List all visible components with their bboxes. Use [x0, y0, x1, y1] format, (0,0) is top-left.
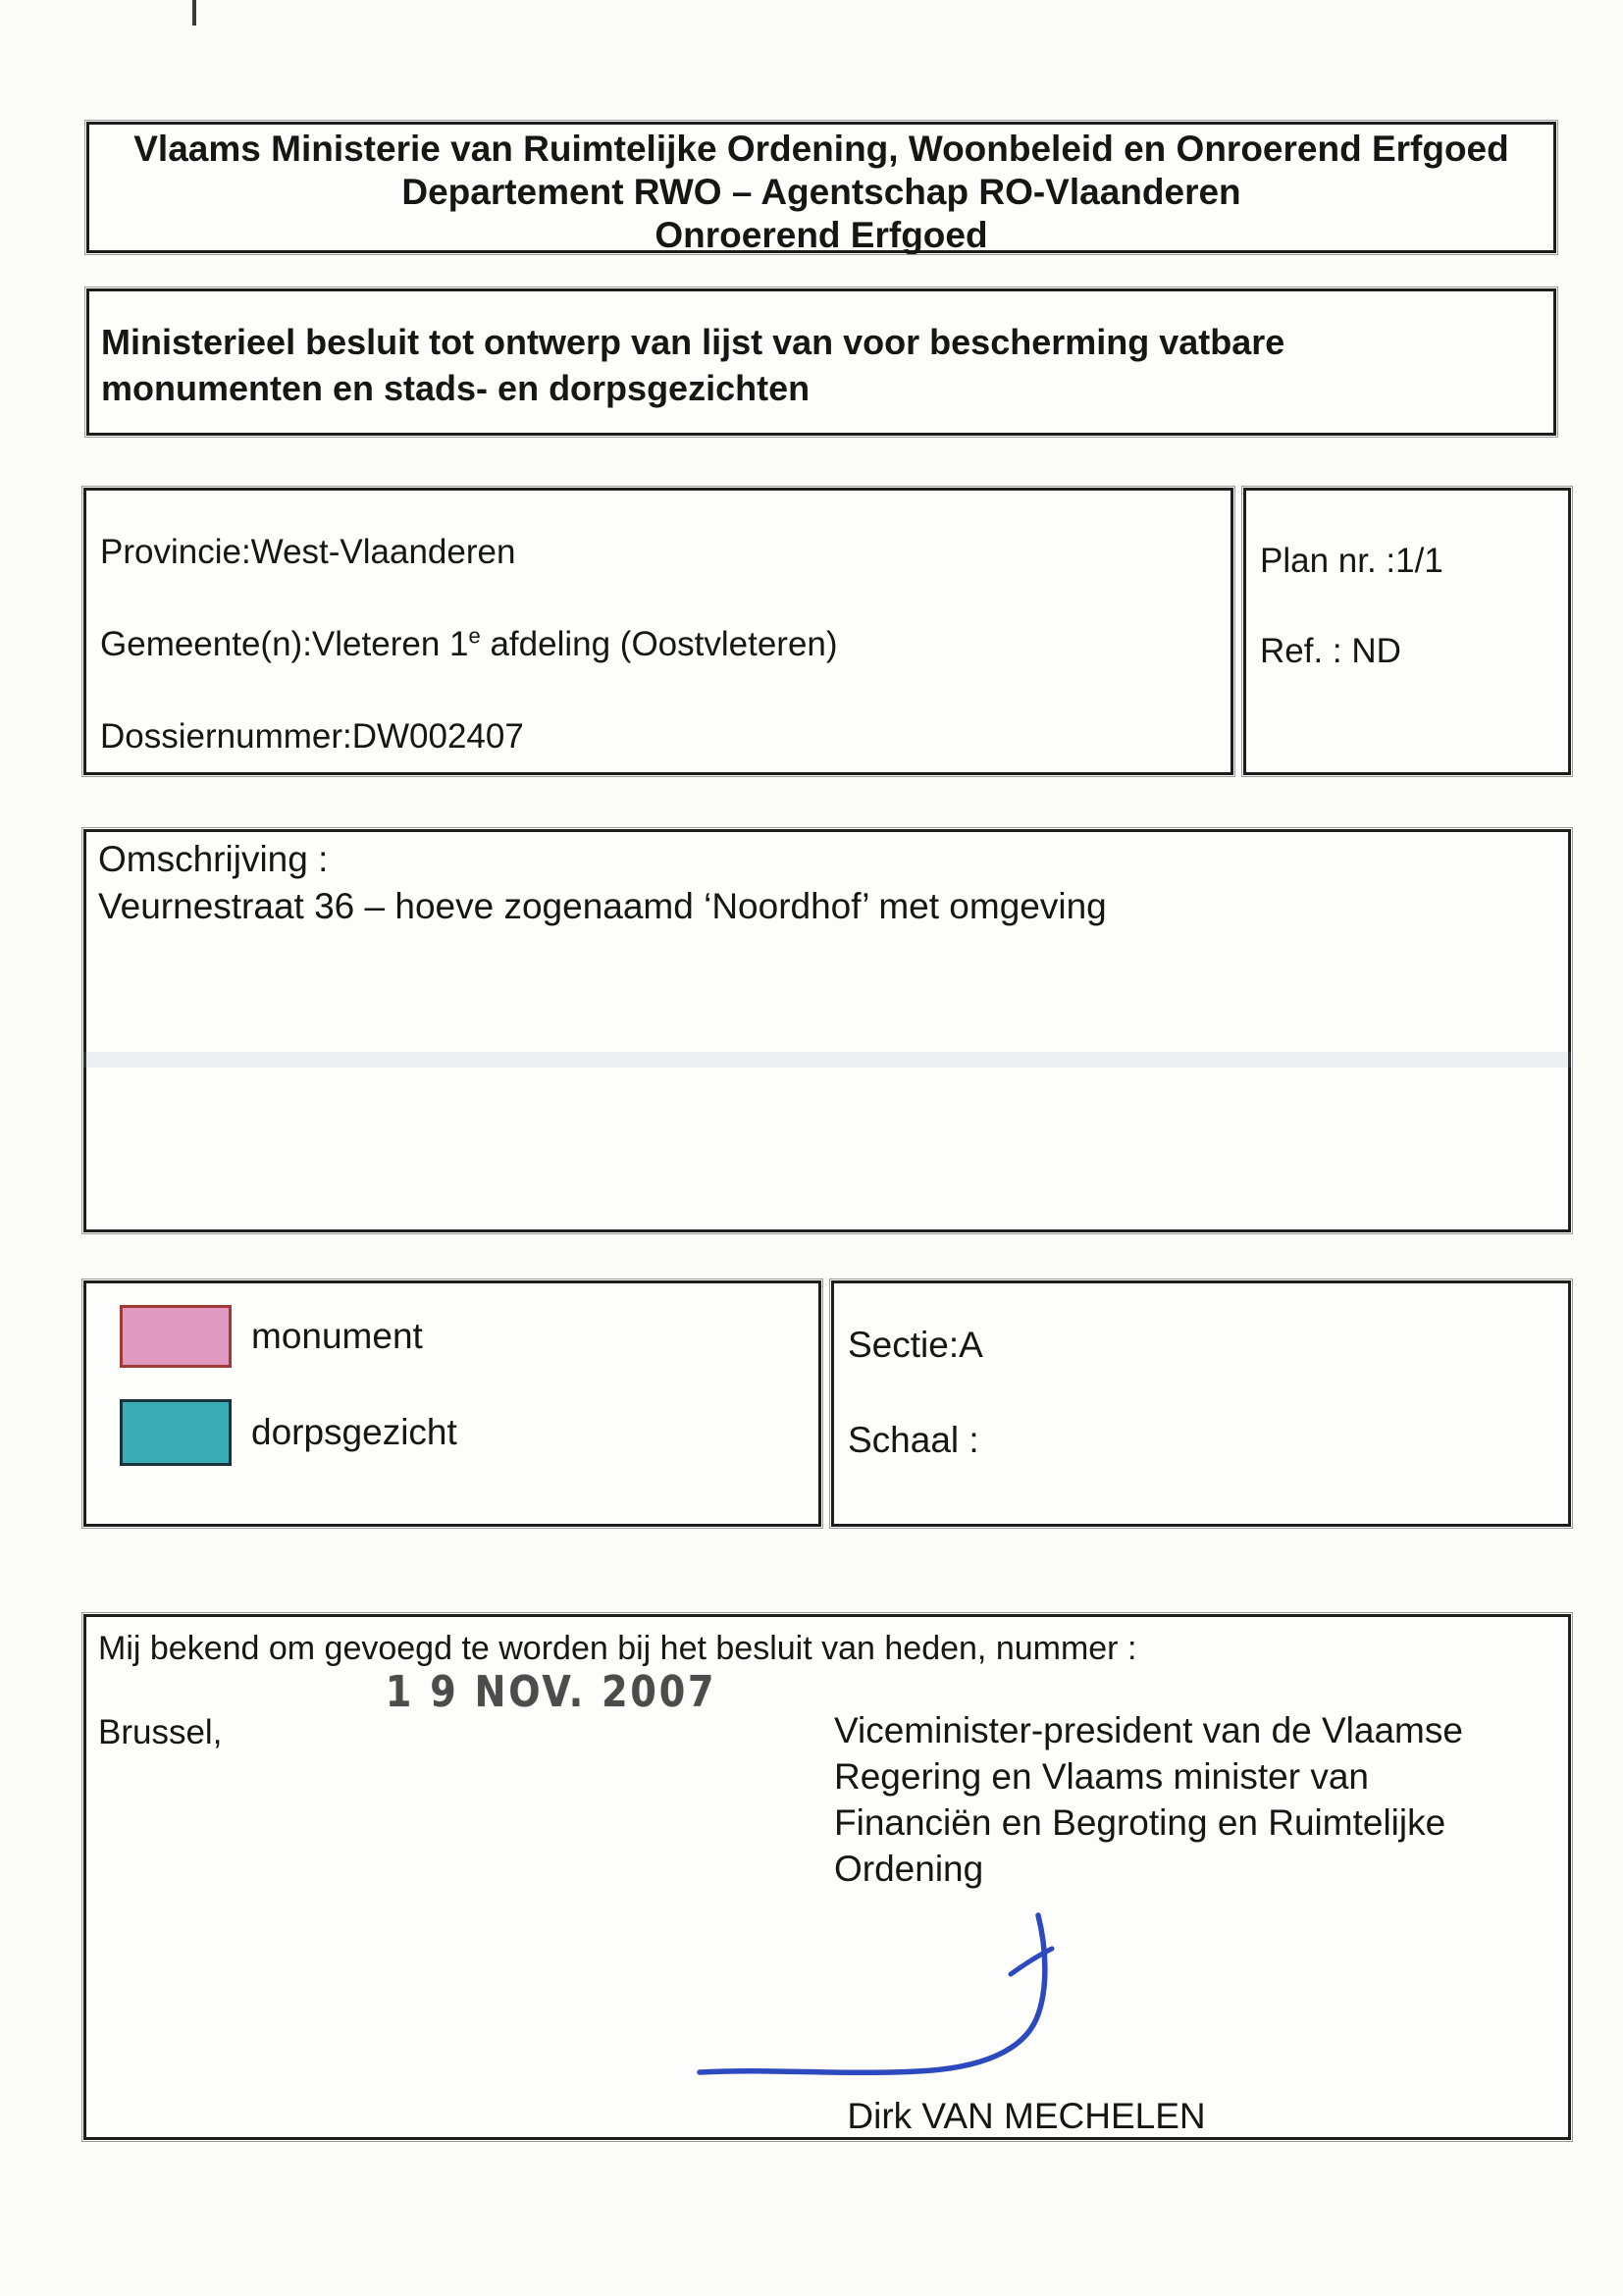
- ministry-title: Vlaams Ministerie van Ruimtelijke Ordening, Woonbeleid en Onroerend Erfgoed: [133, 129, 1509, 169]
- signature-ink: [648, 1894, 1119, 2100]
- plan-ref-box: [1243, 488, 1571, 775]
- gemeente-field: [100, 625, 1230, 664]
- omschrijving-label: Omschrijving :: [98, 839, 329, 879]
- provincie-field: Provincie:West-Vlaanderen: [100, 533, 516, 571]
- schaal-field: Schaal :: [848, 1420, 979, 1460]
- legend-box: [83, 1280, 821, 1527]
- footer-intro-text: Mij bekend om gevoegd te worden bij het besluit van heden, nummer :: [98, 1630, 1137, 1667]
- city-field: Brussel,: [98, 1713, 223, 1751]
- decree-title-line2: monumenten en stads- en dorpsgezichten: [101, 368, 811, 408]
- sectie-field: Sectie:A: [848, 1325, 983, 1365]
- minister-title-line: Viceminister-president van de Vlaamse: [834, 1710, 1463, 1750]
- scan-artifact-band: [83, 1052, 1571, 1068]
- minister-title-block: [834, 1707, 1570, 1892]
- dorpsgezicht-label: dorpsgezicht: [251, 1412, 457, 1452]
- scan-artifact-tick: [192, 0, 196, 26]
- minister-title-line: Regering en Vlaams minister van: [834, 1756, 1369, 1797]
- location-info-box: [83, 488, 1233, 775]
- dorpsgezicht-color-swatch: [120, 1399, 232, 1466]
- decree-title-line1: Ministerieel besluit tot ontwerp van lijst van voor bescherming vatbare: [101, 322, 1285, 362]
- ref-field: Ref. : ND: [1260, 632, 1401, 670]
- sectie-schaal-box: [831, 1280, 1571, 1527]
- legend-item-dorpsgezicht: [120, 1399, 457, 1466]
- date-stamp: 1 9 NOV. 2007: [385, 1668, 717, 1717]
- minister-title-line: Financiën en Begroting en Ruimtelijke: [834, 1802, 1446, 1843]
- decree-title-box: [86, 288, 1556, 436]
- omschrijving-box: [83, 829, 1571, 1232]
- gemeente-text-suffix: afdeling (Oostvleteren): [480, 625, 838, 663]
- gemeente-superscript: e: [468, 623, 481, 649]
- signature-box: [83, 1614, 1571, 2140]
- legend-item-monument: [120, 1305, 423, 1368]
- omschrijving-value: Veurnestraat 36 – hoeve zogenaamd ‘Noordhof’ met omgeving: [98, 886, 1107, 926]
- monument-color-swatch: [120, 1305, 232, 1368]
- signatory-name: Dirk VAN MECHELEN: [847, 2096, 1206, 2136]
- agency-title: Onroerend Erfgoed: [654, 215, 988, 255]
- monument-label: monument: [251, 1316, 423, 1356]
- plan-nr-field: Plan nr. :1/1: [1260, 542, 1443, 580]
- department-title: Departement RWO – Agentschap RO-Vlaanderen: [401, 172, 1241, 212]
- minister-title-line: Ordening: [834, 1849, 984, 1889]
- header-box: [86, 122, 1556, 253]
- dossiernummer-field: Dossiernummer:DW002407: [100, 717, 524, 756]
- gemeente-text: Gemeente(n):Vleteren 1: [100, 625, 469, 663]
